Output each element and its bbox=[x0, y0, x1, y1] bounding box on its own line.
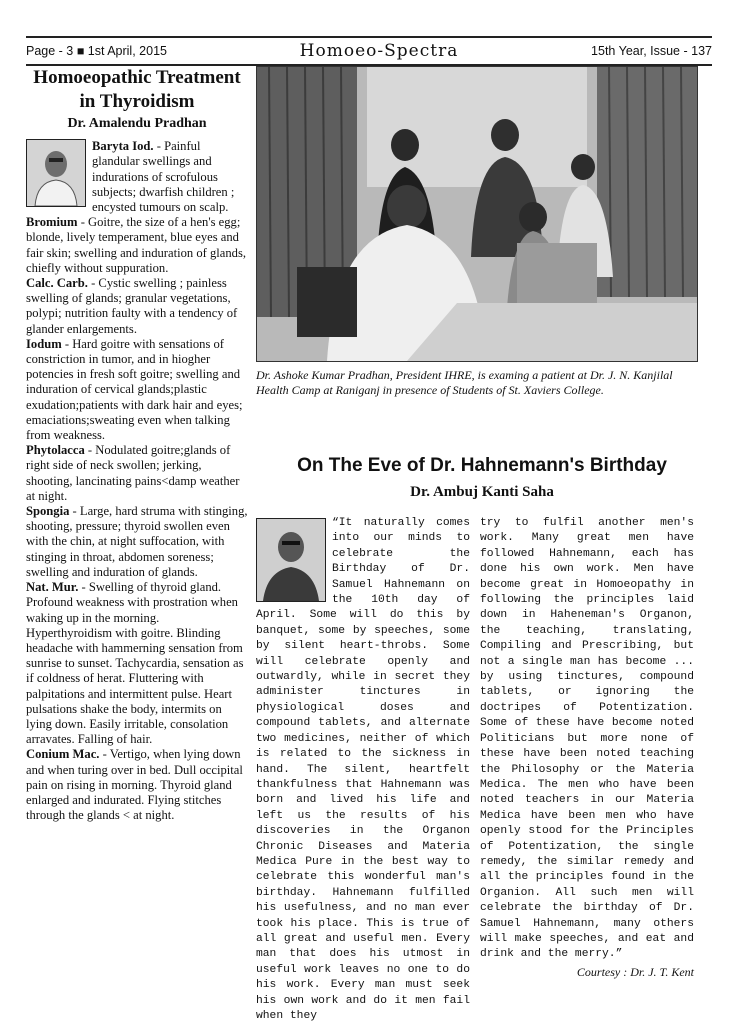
article2-column-1 bbox=[256, 516, 470, 1024]
remedy-name: Iodum bbox=[26, 336, 62, 351]
remedy-conium bbox=[26, 747, 248, 823]
article2-author: Dr. Ambuj Kanti Saha bbox=[410, 484, 554, 500]
remedy-phytolacca bbox=[26, 443, 248, 504]
remedy-name: Spongia bbox=[26, 504, 70, 519]
remedy-name: Nat. Mur. bbox=[26, 580, 79, 595]
issue-label: 15th Year, Issue - 137 bbox=[591, 44, 712, 58]
remedy-name: Baryta Iod. bbox=[92, 139, 154, 154]
article2-text-2: try to fulfil another men's work. Many great men have followed Hahnemann, each has done his own work. Men have become great in Homoeopathy in following the principles laid down in Haheneman's Organon, the teaching, translating, Compiling and Prescribing, but not a single man has become ... by using tinctures, compound tablets, or ignoring the doctripes of Potentization. Some of these have become noted Politicians but more none of these have been noted teaching the Philosophy or the Materia Medica. The men who have been noted teachers in our Materia Medica have been men who have openly stood for the Principles of Potentization, the single remedy, the similar remedy and all the principles found in the Organion. All such men will celebrate the birthday of Dr. Samuel Hahnemann, many others will make speeches, and eat and drink and the merry.” bbox=[480, 517, 694, 961]
author-photo bbox=[26, 139, 86, 207]
author2-photo bbox=[256, 518, 326, 602]
page-date-label: Page - 3 ■ 1st April, 2015 bbox=[26, 44, 167, 58]
remedy-text: - Nodulated goitre;glands of right side of neck swollen; jerking, shooting, lancinating pains<damp weather at night. bbox=[26, 443, 240, 503]
health-camp-photo bbox=[256, 66, 698, 362]
remedy-text: - Painful glandular swellings and indurations of scrofulous subjects; dwarfish children ; encysted tumours on scalp. bbox=[92, 139, 235, 215]
article-title: Homoeopathic Treatment in Thyroidism bbox=[33, 67, 241, 112]
masthead-title: Homoeo-Spectra bbox=[299, 41, 459, 61]
article2-column-2 bbox=[480, 516, 694, 980]
remedy-text: - Large, hard struma with stinging, shooting, pressure; thyroid swollen even with the chin, at night suffocation, with stinging in throat, abdomen soreness; swelling and induration of glands. bbox=[26, 504, 248, 579]
page-header bbox=[26, 36, 712, 66]
remedy-text: - Hard goitre with sensations of constriction in tumor, and in hiogher potencies in fresh soft goitre; swelling and induration of cervical glands;plastic exudation;patients with dark hair and eyes; emaciations;sweating even when talking from weakness. bbox=[26, 336, 243, 443]
remedy-text: - Swelling of thyroid gland. Profound weakness with prostration when waking up in the morning. Hyperthyroidism with goitre. Blinding headache with hammerning sensation from sunrise to sunset. Tachycardia, sensation as if coldness of herat. Fluttering with palpitations and intermittent pulse. Heart pulsations shake the body, intermits on lying down. Easily irritable, consolation arravates. Falling of hair. bbox=[26, 580, 244, 747]
remedy-text: - Goitre, the size of a hen's egg; blonde, lively temperament, blue eyes and fair skin; swelling and induration of glands, chiefly without suppuration. bbox=[26, 215, 247, 275]
remedy-name: Calc. Carb. bbox=[26, 276, 88, 291]
article-thyroidism bbox=[26, 66, 248, 823]
courtesy-credit: Courtesy : Dr. J. T. Kent bbox=[576, 964, 694, 979]
remedy-bromium bbox=[26, 215, 248, 276]
photo-caption: Dr. Ashoke Kumar Pradhan, President IHRE, is examing a patient at Dr. J. N. Kanjilal Health Camp at Raniganj in presence of Students of St. Xaviers College. bbox=[256, 368, 673, 397]
article2-title: On The Eve of Dr. Hahnemann's Birthday bbox=[297, 455, 667, 476]
remedy-text: - Cystic swelling ; painless swelling of glands; granular vegetations, polypi; nutrition faulty with a tendency of glander enlargements. bbox=[26, 276, 238, 336]
remedy-name: Bromium bbox=[26, 215, 78, 230]
author2-portrait-icon bbox=[257, 519, 325, 601]
health-camp-scene-icon bbox=[257, 67, 697, 361]
remedy-iodum bbox=[26, 337, 248, 443]
remedy-name: Phytolacca bbox=[26, 443, 85, 458]
remedy-spongia bbox=[26, 504, 248, 580]
remedy-text: - Vertigo, when lying down and when turing over in bed. Dull occipital pain on rising in morning. Thyroid gland enlarged and indurated. Flying stitches through the glands < at night. bbox=[26, 747, 243, 823]
remedy-nat-mur bbox=[26, 580, 248, 747]
remedy-name: Conium Mac. bbox=[26, 747, 100, 762]
author-portrait-icon bbox=[27, 140, 85, 206]
article-author: Dr. Amalendu Pradhan bbox=[67, 116, 207, 131]
article2-text-1: “It naturally comes into our minds to celebrate the Birthday of Dr. Samuel Hahnemann on the 10th day of April. Some will do this by banquet, some by speeches, some by silent heart-throbs. Some will celebrate openly and outwardly, while in secret they administer tinctures in physiological doses and compound tablets, and alternate two medicines, neither of which is related to the sickness in hand. The silent, heartfelt thankfulness that Hahnemann was born and lived his life and left us the results of his discoveries in the Organon Chronic Diseases and Materia Medica Pure in the best way to celebrate this wonderful man's birthday. Hahnemann fulfilled his usefulness, and no man ever took his place. This is true of all great and useful men. Every man that does his utmost in useful work leaves no one to do his work. Every man must seek his own work and do it men fail when they bbox=[256, 517, 470, 1022]
remedy-calc-carb bbox=[26, 276, 248, 337]
